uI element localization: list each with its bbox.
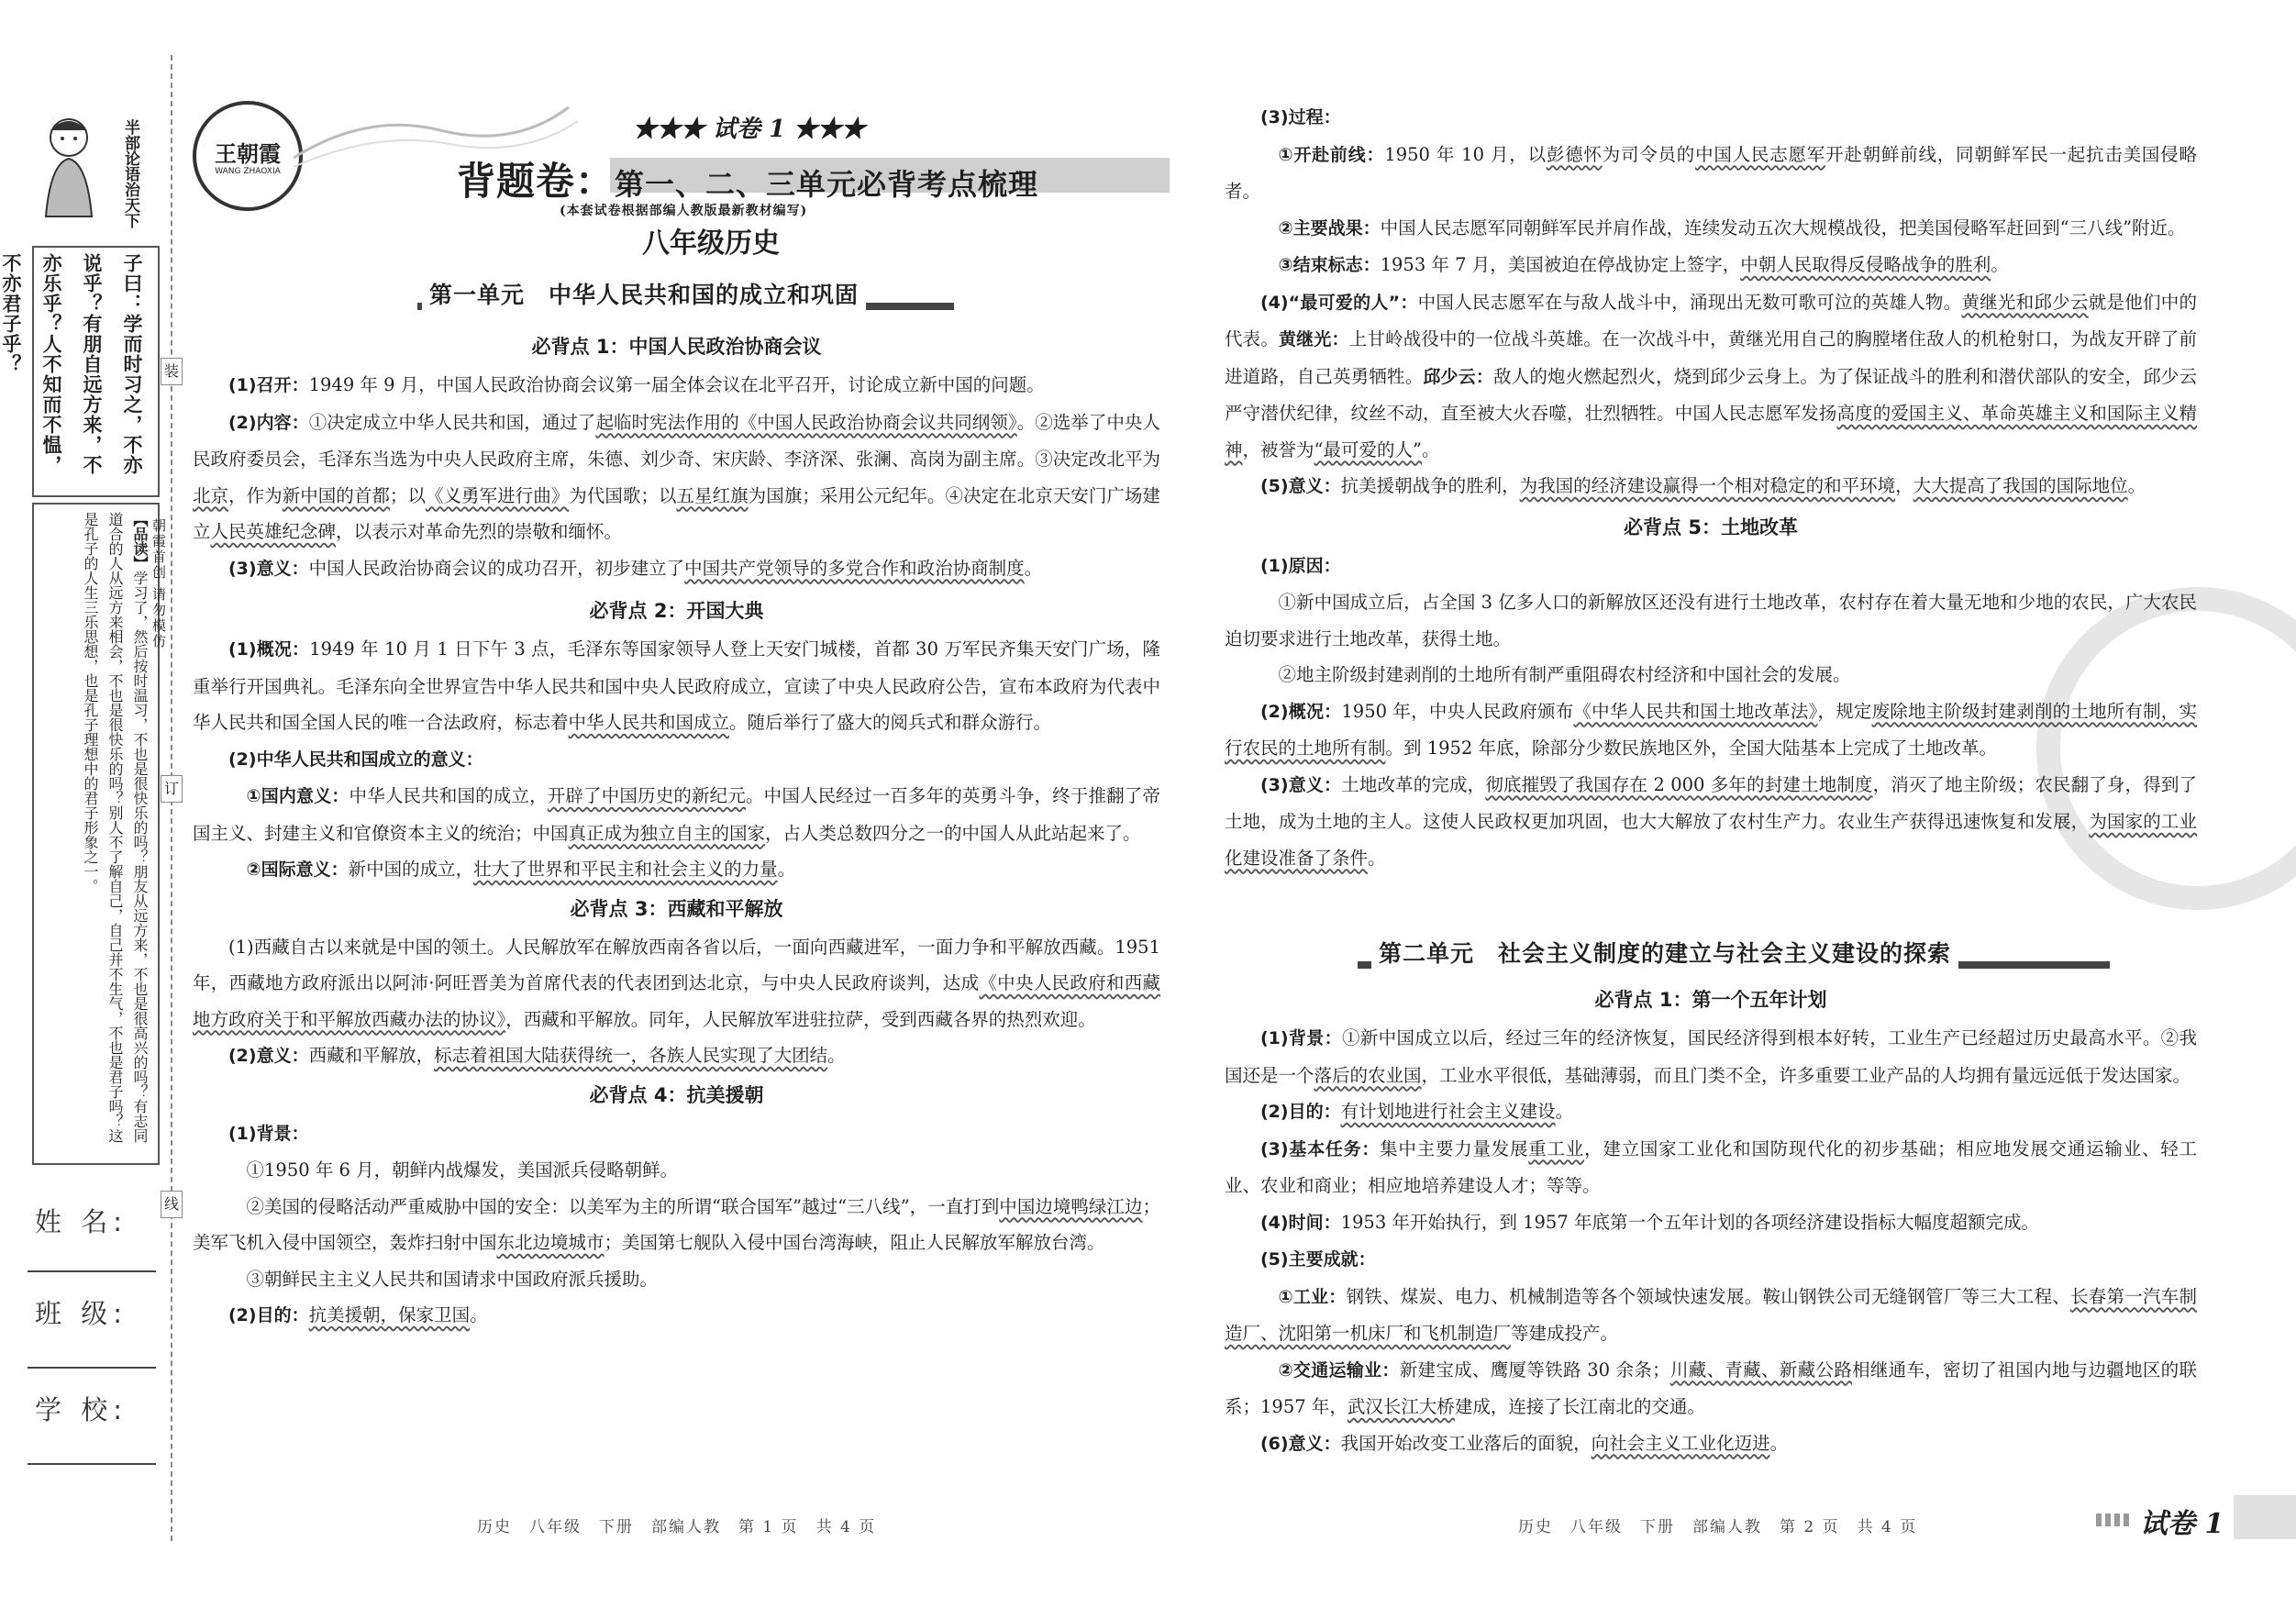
section-heading: 必背点 1：中国人民政治协商会议 <box>531 336 822 358</box>
corner-stripes <box>2096 1514 2133 1526</box>
item-label: 黄继光： <box>1279 329 1349 349</box>
page-footer-right: 历史 八年级 下册 部编人教 第 2 页 共 4 页 <box>1518 1518 1918 1536</box>
item-text: 中国人民志愿军在与敌人战斗中，涌现出无数可歌可泣的英雄人物。 <box>1417 291 1962 313</box>
class-field[interactable] <box>28 1367 156 1369</box>
key-point: 人民英雄纪念碑 <box>210 521 337 542</box>
key-point: 中国人民志愿军 <box>1695 143 1826 165</box>
item-label: ②交通运输业： <box>1278 1359 1400 1381</box>
item-text: 中华人民共和国的成立， <box>349 785 548 806</box>
item-text: ；美国第七舰队入侵中国台湾海峡，阻止人民解放军解放台湾。 <box>604 1232 1105 1253</box>
item-text: 新中国的成立， <box>348 859 474 880</box>
item-label: (6)意义： <box>1260 1433 1341 1454</box>
key-point: 东北边境城市 <box>496 1232 605 1253</box>
paragraph <box>1225 1425 2197 1463</box>
paragraph: ③朝鲜民主主义人民共和国请求中国政府派兵援助。 <box>246 1268 659 1290</box>
item-label: (1)概况： <box>228 639 310 660</box>
class-label: 班 级: <box>35 1298 128 1329</box>
page-footer-left: 历史 八年级 下册 部编人教 第 1 页 共 4 页 <box>477 1518 877 1536</box>
key-point: 中朝人民取得反侵略战争的胜利 <box>1740 254 1991 275</box>
confucius-illustration <box>28 108 110 218</box>
item-text: 。 <box>1555 1101 1574 1122</box>
paragraph <box>1225 767 2197 877</box>
paragraph <box>1225 284 2197 469</box>
paragraph <box>193 1189 1160 1261</box>
cut-mark: 线 <box>161 1191 183 1218</box>
paragraph <box>1225 210 2197 248</box>
brand-logo <box>193 101 303 211</box>
item-text: 土地改革的完成， <box>1341 773 1486 795</box>
item-text: ②美国的侵略活动严重威胁中国的安全：以美军为主的所谓“联合国军”越过“三八线”，一直打到 <box>246 1195 1000 1217</box>
paragraph <box>193 550 1160 588</box>
paragraph <box>1225 1204 2197 1242</box>
title-main: 背题卷： <box>457 159 616 204</box>
item-text: 。 <box>827 1045 846 1066</box>
paragraph <box>1225 137 2197 210</box>
key-point: 为我国的经济建设赢得一个相对稳定的和平环境 <box>1519 475 1896 496</box>
item-text: ，以表示对革命先烈的崇敬和缅怀。 <box>336 521 623 542</box>
section-heading: 必背点 3：西藏和平解放 <box>570 897 783 920</box>
item-text: ；以 <box>389 484 426 506</box>
item-text: 。随后举行了盛大的阅兵式和群众游行。 <box>729 712 1052 733</box>
item-text: ，建立国家工业化和国防现代化的初步基础；相应地发展交通运输业、轻工业、农业和商业；相应地培养建设人才；等等。 <box>1225 1137 2197 1196</box>
item-text: 敌人的炮火燃起烈火，烧到邱少云身上。为了保证战斗的胜利和潜伏部队的安全，邱少云严守潜伏纪律，纹丝不动，直至被大火吞噬，壮烈牺牲。中国人民志愿军发扬 <box>1225 365 2197 424</box>
item-text: 新建宝成、鹰厦等铁路 30 余条； <box>1399 1359 1670 1381</box>
item-label: 邱少云： <box>1423 366 1494 387</box>
paragraph <box>1225 99 2197 137</box>
key-point: “最可爱的人” <box>1314 438 1422 460</box>
paragraph <box>193 367 1160 405</box>
analects-quote: 子曰：学而时习之，不亦说乎？有朋自远方来，不亦乐乎？人不知而不愠，不亦君子乎？ <box>0 253 143 475</box>
item-text: 我国开始改变工业落后的面貌， <box>1340 1432 1592 1454</box>
key-point: 《中华人民共和国土地改革法》 <box>1573 700 1818 722</box>
item-text: 抗美援朝战争的胜利， <box>1340 475 1520 496</box>
section-heading: 必背点 4：抗美援朝 <box>589 1083 764 1106</box>
item-text: 1949 年 9 月，中国人民政治协商会议第一届全体会议在北平召开，讨论成立新中国的问题。 <box>308 374 1045 395</box>
quote-box <box>0 246 160 497</box>
item-text: 。 <box>777 859 796 880</box>
item-label: (3)意义： <box>228 558 309 579</box>
study-box <box>32 503 160 1165</box>
key-point: 彻底摧毁了我国存在 2 000 多年的封建土地制度 <box>1485 773 1873 795</box>
study-label: 【品读】 <box>131 512 149 571</box>
item-text: 1950 年，中央人民政府颁布 <box>1341 700 1574 722</box>
item-label: ③结束标志： <box>1278 255 1381 275</box>
logo-text: 王朝霞 <box>215 141 281 167</box>
item-text: 1949 年 10 月 1 日下午 3 点，毛泽东等国家领导人登上天安门城楼，首都 30 万军民齐集天安门广场，隆重举行开国典礼。毛泽东向全世界宣告中华人民共和国中央人民政府成立，宣读了中央人民政府公告，宣布本政府为代表中华人民共和国全国人民的唯一合法政府，标志着 <box>193 638 1160 733</box>
paragraph: ①新中国成立后，占全国 3 亿多人口的新解放区还没有进行土地改革，农村存在着大量无地和少地的农民，广大农民迫切要求进行土地改革，获得土地。 <box>1225 592 2197 649</box>
item-text: 。 <box>1024 557 1043 579</box>
item-text: ， <box>1895 475 1913 496</box>
paragraph <box>1225 693 2197 767</box>
key-point: 川藏、青藏、新藏公路 <box>1669 1359 1853 1381</box>
item-label: (1)召开： <box>228 375 309 395</box>
item-text: 。 <box>1991 254 2009 275</box>
item-text: 。 <box>1769 1432 1789 1454</box>
item-text: 为代国歌；以 <box>569 484 677 506</box>
item-label: (4)时间： <box>1260 1212 1341 1233</box>
item-label: (1)背景： <box>228 1123 309 1144</box>
paragraph <box>193 1297 1160 1335</box>
key-point: 抗美援朝，保家卫国 <box>308 1304 471 1325</box>
key-point: 起临时宪法作用的《中国人民政治协商会议共同纲领》 <box>595 411 1017 433</box>
key-point: 中国共产党领导的多党合作和政治协商制度 <box>684 557 1025 579</box>
item-text: 为司令员的 <box>1602 143 1696 165</box>
section-heading: 必背点 1：第一个五年计划 <box>1594 989 1827 1011</box>
key-point: 为国家的工业化建设准备了条件 <box>1225 811 2197 869</box>
unit2-title: 第二单元 社会主义制度的建立与社会主义建设的探索 <box>1371 936 1958 969</box>
item-text: 集中主要力量发展 <box>1380 1137 1529 1159</box>
item-text: ①新中国成立以后，经过三年的经济恢复，国民经济得到根本好转，工业生产已经超过历史最高水平。②我国还是一个 <box>1225 1027 2197 1086</box>
item-text: 等建成投产。 <box>1511 1323 1619 1344</box>
item-text: 。到 1952 年底，除部分少数民族地区外，全国大陆基本上完成了土地改革。 <box>1385 738 1998 759</box>
item-text: 。 <box>1421 438 1440 460</box>
key-point: 五星红旗 <box>676 484 749 506</box>
school-label: 学 校: <box>35 1394 128 1425</box>
study-body: 学习了，然后按时温习，不也是很快乐的吗？朋友从远方来，不也是很高兴的吗？有志同道合的人从远方来相会，不也是很快乐的吗？别人不了解自己，自己并不生气，不也是君子吗？这是孔子的人生三乐思想，也是孔子理想中的君子形象之一。 <box>82 512 149 1143</box>
item-text: ，消灭了地主阶级；农民翻了身，得到了土地，成为土地的主人。这使人民政权更加巩固，也大大解放了农村生产力。农业生产获得迅速恢复和发展， <box>1225 773 2197 832</box>
key-point: 标志着祖国大陆获得统一，各族人民实现了大团结 <box>434 1045 828 1066</box>
item-text: ，西藏和平解放。同年，人民解放军进驻拉萨，受到西藏各界的热烈欢迎。 <box>505 1008 1096 1030</box>
key-point: 北京 <box>193 484 229 506</box>
logo-subtext: WANG ZHAOXIA <box>215 167 281 176</box>
section-heading: 必背点 2：开国大典 <box>589 600 764 622</box>
page-title <box>457 151 1038 206</box>
item-text: 为国旗；采用公元纪年。④决定在北京天安门广场建立 <box>193 484 1160 542</box>
key-point: 重工业 <box>1528 1137 1585 1159</box>
item-label: (2)目的： <box>228 1305 309 1325</box>
name-field[interactable] <box>28 1270 156 1272</box>
unit1-title: 第一单元 中华人民共和国的成立和巩固 <box>422 277 866 310</box>
item-label: ①国内意义： <box>246 786 349 806</box>
paragraph <box>193 778 1160 851</box>
item-label: (1)背景： <box>1260 1028 1342 1048</box>
brand-slogan: 半部论语治天下 <box>121 119 139 228</box>
item-text: ，作为 <box>228 484 283 506</box>
item-text: 中国人民志愿军同朝鲜军民并肩作战，连续发动五次大规模战役，把美国侵略军赶回到“三八线”附近。 <box>1380 216 2186 238</box>
name-label: 姓 名: <box>35 1206 128 1237</box>
item-text: 1953 年开始执行，到 1957 年底第一个五年计划的各项经济建设指标大幅度超额完成。 <box>1340 1211 2039 1233</box>
paragraph <box>193 1115 1160 1153</box>
key-point: 中华人民共和国成立 <box>568 712 730 733</box>
item-label: (2)内容： <box>228 412 309 433</box>
key-point: 武汉长江大桥 <box>1347 1396 1455 1417</box>
item-text: 就是他们中的代表。 <box>1225 291 2197 349</box>
key-point: 有计划地进行社会主义建设 <box>1340 1101 1556 1122</box>
item-label: ②主要战果： <box>1278 217 1381 238</box>
item-label: (3)意义： <box>1260 774 1342 795</box>
title-sub: 第一、二、三单元必背考点梳理 <box>615 167 1039 202</box>
item-label: (4)“最可爱的人”： <box>1260 292 1418 313</box>
item-text: 。②选举了中央人民政府委员会，毛泽东当选为中央人民政府主席，朱德、刘少奇、宋庆龄、李济深、张澜、高岗为副主席。③决定改北平为 <box>193 411 1160 470</box>
key-point: 大大提高了我国的国际地位 <box>1913 475 2128 496</box>
paragraph <box>193 1037 1160 1075</box>
paragraph <box>193 929 1160 1038</box>
paragraph <box>1225 1131 2197 1204</box>
item-label: (3)过程： <box>1260 107 1341 128</box>
paragraph <box>1225 1020 2197 1093</box>
item-text: ；美军飞机入侵中国领空，轰炸扫射中国 <box>193 1195 1160 1253</box>
item-text: ①决定成立中华人民共和国，通过了 <box>308 411 596 433</box>
item-text: 相继通车，密切了祖国内地与边疆地区的联系；1957 年， <box>1225 1359 2197 1417</box>
edition-note: (本套试卷根据部编人教版最新教材编写) <box>560 204 808 218</box>
copyright-note: 朝霞首创 请勿模仿 <box>150 518 167 649</box>
item-label: ②国际意义： <box>246 859 349 880</box>
key-point: 真正成为独立自主的国家 <box>568 822 766 844</box>
section-heading: 必背点 5：土地改革 <box>1624 516 1798 538</box>
paragraph <box>193 405 1160 550</box>
paragraph <box>1225 247 2197 284</box>
item-label: ①开赴前线： <box>1278 144 1385 165</box>
key-point: 长春第一汽车制造厂、沈阳第一机床厂和飞机制造厂 <box>1225 1285 2197 1344</box>
item-text: ，工业水平很低，基础薄弱，而且门类不全，许多重要工业产品的人均拥有量远远低于发达国家。 <box>1421 1064 2191 1086</box>
paragraph <box>1225 548 2197 585</box>
key-point: 开辟了中国历史的新纪元 <box>547 785 746 806</box>
paragraph <box>1225 1279 2197 1352</box>
paragraph <box>193 631 1160 741</box>
item-label: (2)意义： <box>228 1046 309 1066</box>
school-field[interactable] <box>28 1463 156 1465</box>
corner-label: 试卷 1 <box>2140 1508 2224 1540</box>
key-point: 新中国的首都 <box>282 484 390 506</box>
binding-sidebar <box>0 0 170 1597</box>
paragraph <box>1225 1352 2197 1425</box>
corner-badge <box>2096 1495 2296 1546</box>
corner-band <box>2234 1495 2296 1539</box>
item-label: (2)概况： <box>1260 701 1342 722</box>
study-text <box>78 512 152 1154</box>
key-point: 高度的爱国主义、革命英雄主义和国际主义精神 <box>1225 403 2197 460</box>
item-text: 开赴朝鲜前线，同朝鲜军民一起抗击美国侵略者。 <box>1225 143 2197 202</box>
item-text: 建成，连接了长江南北的交通。 <box>1454 1396 1705 1417</box>
cut-mark: 订 <box>161 775 183 803</box>
paragraph <box>1225 1093 2197 1131</box>
paragraph: ①1950 年 6 月，朝鲜内战爆发，美国派兵侵略朝鲜。 <box>246 1159 679 1181</box>
key-point: 落后的农业国 <box>1314 1064 1422 1086</box>
item-text: 中国人民政治协商会议的成功召开，初步建立了 <box>308 557 685 579</box>
item-text: 西藏和平解放， <box>308 1045 435 1066</box>
exam-label: ★★★ 试卷 1 ★★★ <box>633 116 866 143</box>
item-label: ①工业： <box>1278 1286 1347 1307</box>
item-label: (1)原因： <box>1260 555 1341 576</box>
key-point: 壮大了世界和平民主和社会主义的力量 <box>473 859 778 880</box>
item-text: 。 <box>470 1304 488 1325</box>
item-label: (2)目的： <box>1260 1102 1341 1122</box>
key-point: 彭德怀 <box>1546 143 1603 165</box>
paragraph <box>1225 1241 2197 1279</box>
paragraph <box>193 851 1160 889</box>
item-label: (2)中华人民共和国成立的意义： <box>228 749 483 770</box>
item-text: 。 <box>2127 475 2146 496</box>
item-text: 钢铁、煤炭、电力、机械制造等各个领域快速发展。鞍山钢铁公司无缝钢管厂等三大工程、 <box>1346 1285 2071 1307</box>
key-point: 向社会主义工业化迈进 <box>1591 1432 1770 1454</box>
key-point: 废除地主阶级封建剥削的土地所有制，实行农民的土地所有制 <box>1225 700 2197 759</box>
paragraph <box>193 741 1160 779</box>
grade-subject: 八年级历史 <box>642 227 780 260</box>
item-text: 1953 年 7 月，美国被迫在停战协定上签字， <box>1380 254 1741 275</box>
item-text: 上甘岭战役中的一位战斗英雄。在一次战斗中，黄继光用自己的胸膛堵住敌人的机枪射口，为战友开辟了前进道路，自己英勇牺牲。 <box>1225 328 2197 387</box>
key-point: 《义勇军进行曲》 <box>425 484 570 506</box>
item-text: ，被誉为 <box>1242 438 1314 460</box>
item-label: (5)主要成就： <box>1260 1249 1376 1270</box>
cut-mark: 装 <box>161 358 183 385</box>
key-point: 《中央人民政府和西藏地方政府关于和平解放西藏办法的协议》 <box>193 972 1160 1030</box>
paragraph <box>1225 468 2197 505</box>
item-text: 1950 年 10 月，以 <box>1384 143 1547 165</box>
key-point: 黄继光和邱少云 <box>1961 291 2089 313</box>
item-label: (3)基本任务： <box>1260 1138 1381 1159</box>
paragraph: ②地主阶级封建剥削的土地所有制严重阻碍农村经济和中国社会的发展。 <box>1278 664 1851 685</box>
key-point: 中国边境鸭绿江边 <box>999 1195 1143 1217</box>
item-text: (1)西藏自古以来就是中国的领土。人民解放军在解放西南各省以后，一面向西藏进军，一面力争和平解放西藏。1951 年，西藏地方政府派出以阿沛·阿旺晋美为首席代表的代表团到达北京，与中央人民政府谈判，达成 <box>193 936 1160 993</box>
item-label: (5)意义： <box>1260 476 1341 496</box>
item-text: 。中国人民经过一百多年的英勇斗争，终于推翻了帝国主义、封建主义和官僚资本主义的统治；中国 <box>193 785 1160 844</box>
item-text: 。 <box>1368 847 1386 869</box>
item-text: ，占人类总数四分之一的中国人从此站起来了。 <box>765 822 1141 844</box>
item-text: ，规定 <box>1817 700 1872 722</box>
